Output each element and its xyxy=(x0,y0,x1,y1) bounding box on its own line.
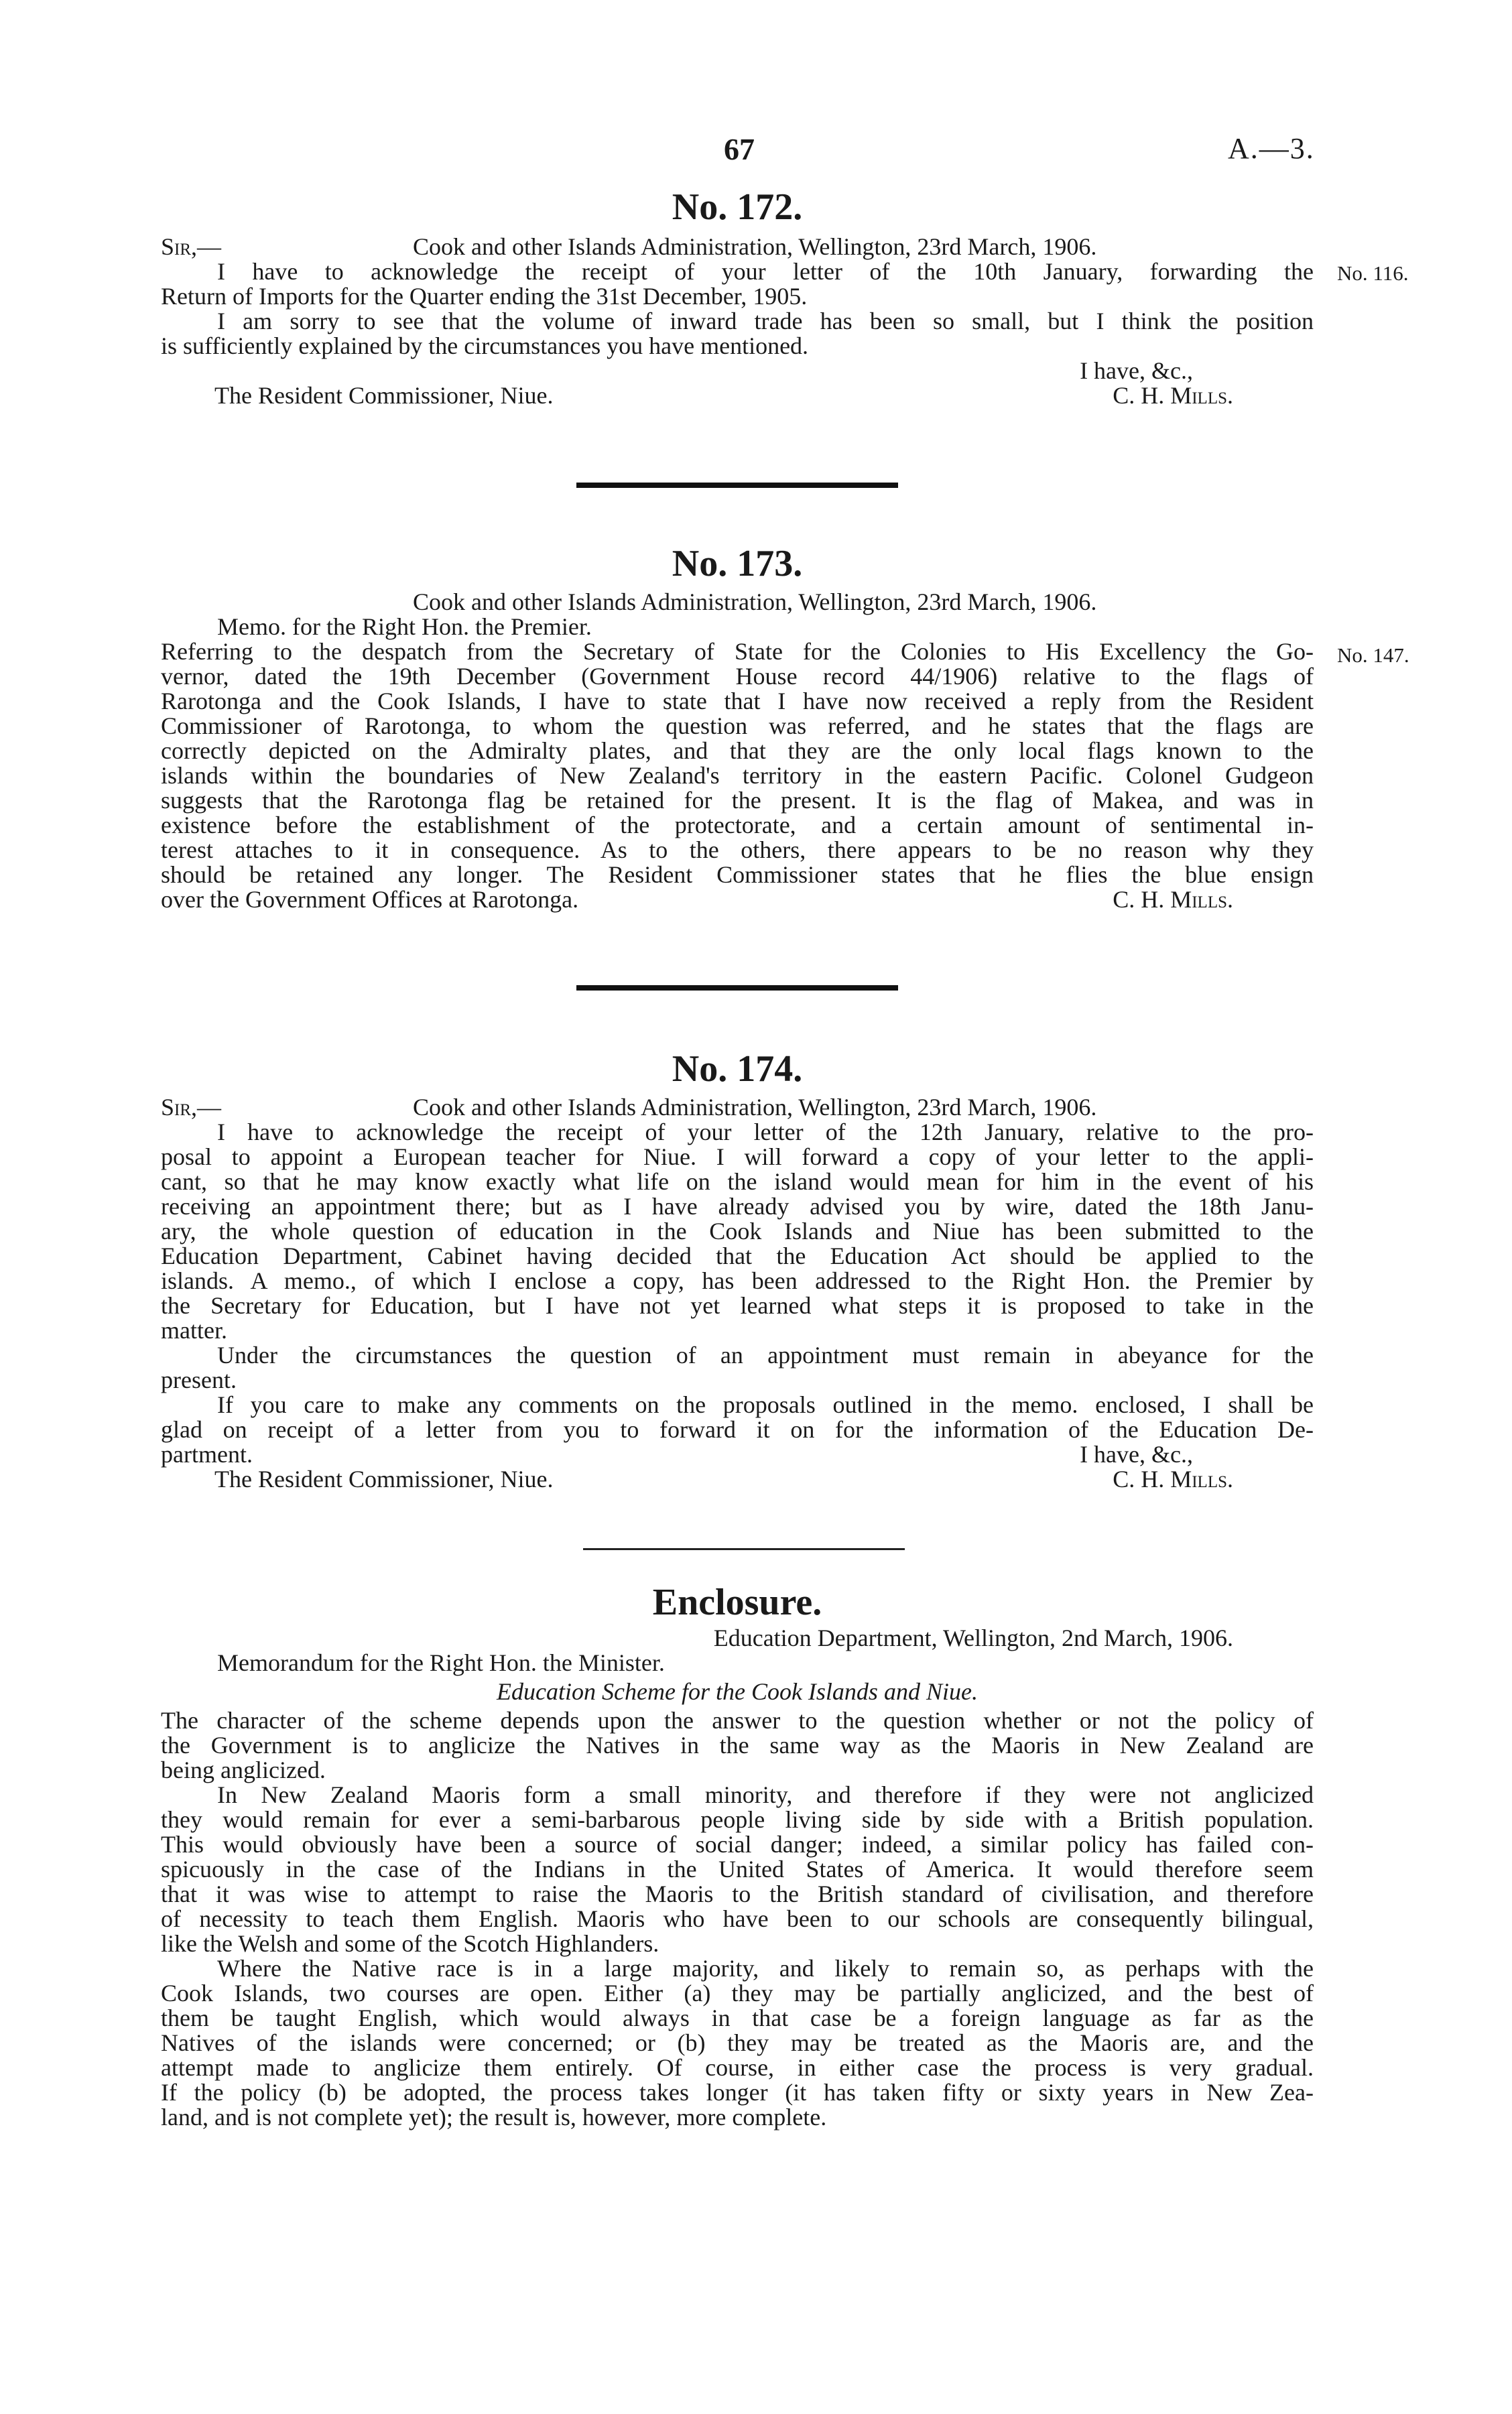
paragraph-line: matter. xyxy=(161,1317,227,1344)
paragraph-line: being anglicized. xyxy=(161,1757,326,1783)
paragraph-line: vernor, dated the 19th December (Government House record 44/1906) relative to the flags of xyxy=(161,663,1314,690)
paragraph-line: Rarotonga and the Cook Islands, I have to state that I have now received a reply from the Resident xyxy=(161,688,1314,714)
paragraph-line: islands. A memo., of which I enclose a copy, has been addressed to the Right Hon. the Premier by xyxy=(161,1267,1314,1294)
paragraph-line: I am sorry to see that the volume of inward trade has been so small, but I think the position xyxy=(217,308,1314,334)
signature: C. H. Mills. xyxy=(1113,382,1233,409)
paragraph-line: over the Government Offices at Rarotonga. xyxy=(161,886,579,913)
closing: I have, &c., xyxy=(1080,1441,1193,1468)
paragraph-line: I have to acknowledge the receipt of your letter of the 10th January, forwarding the xyxy=(217,258,1314,285)
page-header xyxy=(0,131,1512,172)
memo-line: Memorandum for the Right Hon. the Minister. xyxy=(217,1649,665,1676)
addressee: The Resident Commissioner, Niue. xyxy=(214,382,554,409)
salutation: Sir,— xyxy=(161,1094,222,1121)
dateline: Cook and other Islands Administration, Wellington, 23rd March, 1906. xyxy=(413,233,1097,260)
section-no-172 xyxy=(161,184,1314,408)
paragraph-line: Under the circumstances the question of an appointment must remain in abeyance for the xyxy=(217,1342,1314,1369)
section-heading: No. 173. xyxy=(672,543,803,584)
signature-row xyxy=(161,1467,1314,1492)
section-heading: No. 174. xyxy=(672,1048,803,1090)
paragraph-line: partment. xyxy=(161,1441,253,1468)
section-no-174 xyxy=(161,1045,1314,1492)
paragraph-line: present. xyxy=(161,1367,237,1393)
dateline-row xyxy=(161,590,1314,615)
paragraph-line: they would remain for ever a semi-barbarous people living side by side with a British population. xyxy=(161,1806,1314,1833)
paragraph-line: suggests that the Rarotonga flag be retained for the present. It is the flag of Makea, and was in xyxy=(161,787,1314,814)
paragraph-line: like the Welsh and some of the Scotch Highlanders. xyxy=(161,1930,659,1957)
dateline-row xyxy=(161,235,1314,259)
dateline: Education Department, Wellington, 2nd March, 1906. xyxy=(713,1625,1233,1651)
paragraph-line: of necessity to teach them English. Maoris who have been to our schools are consequently bilingual, xyxy=(161,1905,1314,1932)
paragraph-line: I have to acknowledge the receipt of your letter of the 12th January, relative to the pro- xyxy=(217,1119,1314,1145)
section-heading: No. 172. xyxy=(672,186,803,228)
paragraph-line: terest attaches to it in consequence. As to the others, there appears to be no reason why they xyxy=(161,836,1314,863)
signature-row xyxy=(161,887,1314,912)
paragraph-line: islands within the boundaries of New Zealand's territory in the eastern Pacific. Colonel Gudgeon xyxy=(161,762,1314,789)
paragraph-line: posal to appoint a European teacher for Niue. I will forward a copy of your letter to the appli- xyxy=(161,1143,1314,1170)
paragraph-line: This would obviously have been a source of social danger; indeed, a similar policy has failed con- xyxy=(161,1831,1314,1858)
section-divider xyxy=(583,1548,905,1550)
paragraph-line: receiving an appointment there; but as I have already advised you by wire, dated the 18th Janu- xyxy=(161,1193,1314,1220)
signature-row xyxy=(161,383,1314,408)
dateline-row xyxy=(161,1095,1314,1120)
paragraph-line: attempt made to anglicize them entirely. Of course, in either case the process is very gradual. xyxy=(161,2054,1314,2081)
paragraph-line: existence before the establishment of the protectorate, and a certain amount of sentimental in- xyxy=(161,812,1314,838)
paragraph-line: glad on receipt of a letter from you to forward it on for the information of the Education De- xyxy=(161,1416,1314,1443)
paragraph-line: spicuously in the case of the Indians in the United States of America. It would therefore seem xyxy=(161,1856,1314,1883)
paragraph-line: should be retained any longer. The Resident Commissioner states that he flies the blue ensign xyxy=(161,861,1314,888)
paper-reference: A.—3. xyxy=(1228,132,1315,165)
margin-note: No. 116. xyxy=(1337,261,1409,285)
enclosure-subtitle: Education Scheme for the Cook Islands and Niue. xyxy=(497,1678,978,1705)
paragraph-line: Referring to the despatch from the Secretary of State for the Colonies to His Excellency the Go- xyxy=(161,638,1314,665)
paragraph-line: is sufficiently explained by the circumstances you have mentioned. xyxy=(161,332,809,359)
salutation: Sir,— xyxy=(161,233,222,260)
paragraph-line: In New Zealand Maoris form a small minority, and therefore if they were not anglicized xyxy=(217,1781,1314,1808)
paragraph-line: Return of Imports for the Quarter ending the 31st December, 1905. xyxy=(161,283,808,310)
paragraph-line: the Secretary for Education, but I have not yet learned what steps it is proposed to take in the xyxy=(161,1292,1314,1319)
enclosure-heading: Enclosure. xyxy=(652,1582,822,1623)
page-number: 67 xyxy=(724,132,755,166)
paragraph-line: that it was wise to attempt to raise the Maoris to the British standard of civilisation, and therefore xyxy=(161,1881,1314,1907)
dateline-row xyxy=(161,1626,1314,1651)
paragraph-line: The character of the scheme depends upon the answer to the question whether or not the policy of xyxy=(161,1707,1314,1734)
addressee: The Resident Commissioner, Niue. xyxy=(214,1466,554,1492)
section-divider xyxy=(576,985,898,991)
paragraph-line: correctly depicted on the Admiralty plates, and that they are the only local flags known to the xyxy=(161,737,1314,764)
closing-row xyxy=(161,1442,1314,1467)
paragraph-line: them be taught English, which would always in that case be a foreign language as far as the xyxy=(161,2005,1314,2031)
paragraph-line: Commissioner of Rarotonga, to whom the question was referred, and he states that the flags are xyxy=(161,712,1314,739)
paragraph-line: the Government is to anglicize the Natives in the same way as the Maoris in New Zealand are xyxy=(161,1732,1314,1759)
margin-note: No. 147. xyxy=(1337,643,1409,667)
paragraph-line: cant, so that he may know exactly what life on the island would mean for him in the event of his xyxy=(161,1168,1314,1195)
paragraph-line: Natives of the islands were concerned; or (b) they may be treated as the Maoris are, and the xyxy=(161,2029,1314,2056)
paragraph-line: Education Department, Cabinet having decided that the Education Act should be applied to the xyxy=(161,1243,1314,1269)
signature: C. H. Mills. xyxy=(1113,1466,1233,1492)
section-divider xyxy=(576,483,898,488)
paragraph-line: Cook Islands, two courses are open. Either (a) they may be partially anglicized, and the best of xyxy=(161,1980,1314,2007)
paragraph-line: Where the Native race is in a large majority, and likely to remain so, as perhaps with the xyxy=(217,1955,1314,1982)
closing: I have, &c., xyxy=(1080,357,1193,384)
paragraph-line: If the policy (b) be adopted, the process takes longer (it has taken fifty or sixty years in New Zea- xyxy=(161,2079,1314,2106)
dateline: Cook and other Islands Administration, Wellington, 23rd March, 1906. xyxy=(413,588,1097,615)
paragraph-line: ary, the whole question of education in the Cook Islands and Niue has been submitted to the xyxy=(161,1218,1314,1245)
dateline: Cook and other Islands Administration, Wellington, 23rd March, 1906. xyxy=(413,1094,1097,1121)
section-no-173 xyxy=(161,540,1314,912)
memo-line: Memo. for the Right Hon. the Premier. xyxy=(217,613,592,640)
signature: C. H. Mills. xyxy=(1113,886,1233,913)
paragraph-line: If you care to make any comments on the proposals outlined in the memo. enclosed, I shall be xyxy=(217,1391,1314,1418)
paragraph-line: land, and is not complete yet); the result is, however, more complete. xyxy=(161,2104,827,2131)
enclosure-section xyxy=(161,1579,1314,2130)
closing-row xyxy=(161,359,1314,383)
